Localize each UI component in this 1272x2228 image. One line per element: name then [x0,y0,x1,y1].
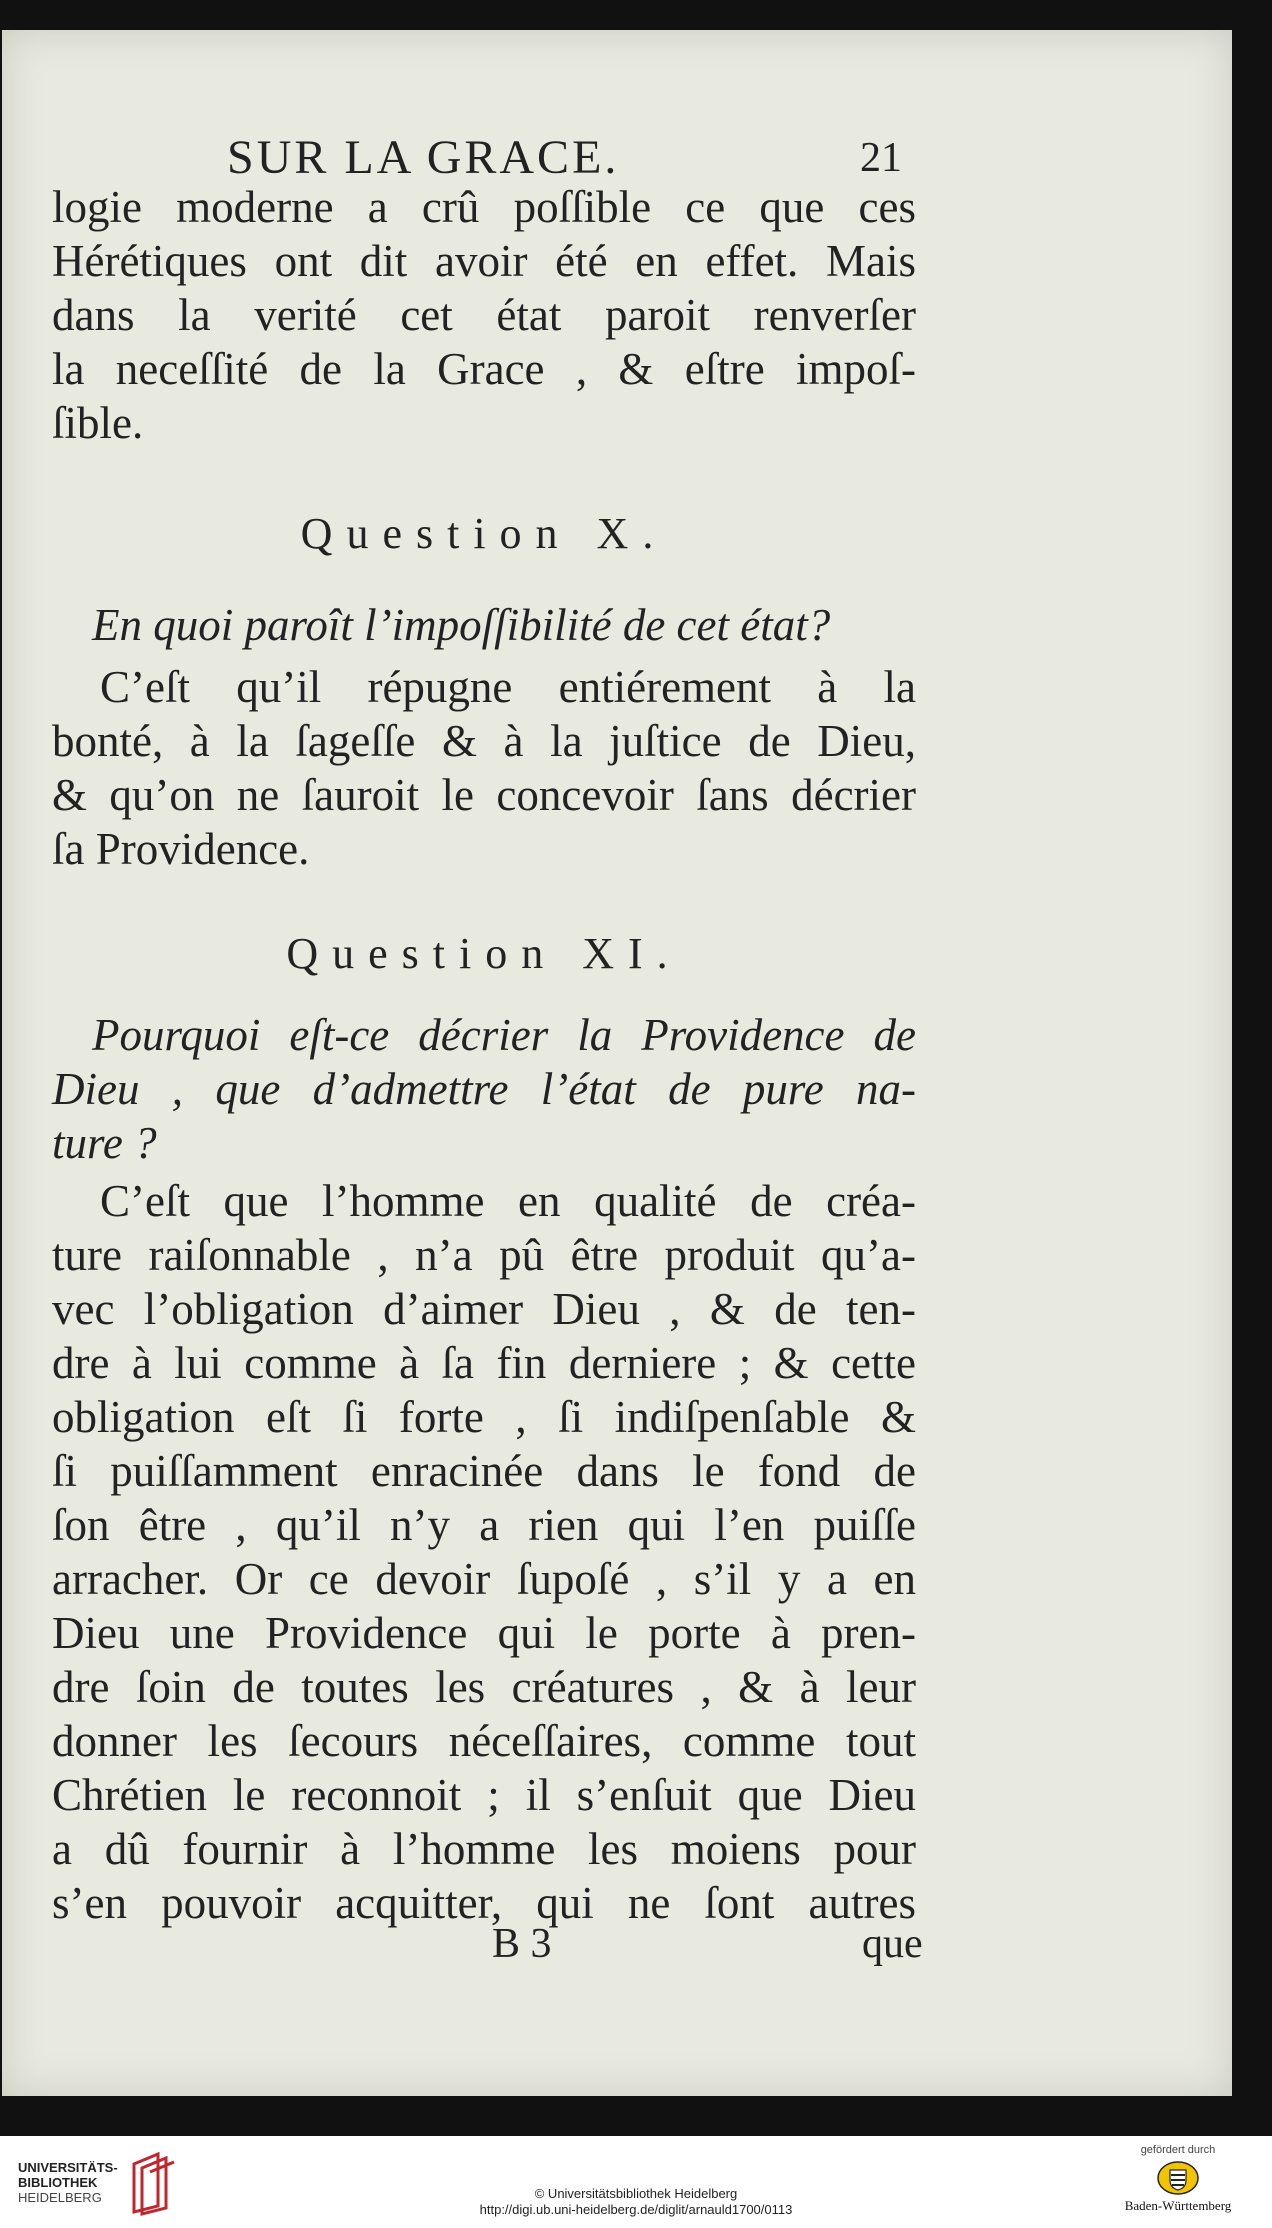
text-line: vec l’obligation d’aimer Dieu , & de ten- [52,1284,916,1334]
signature-mark: B 3 [492,1921,552,1967]
text-line: Dieu une Providence qui le porte à pren- [52,1608,916,1658]
question-10-heading: Question X. [300,509,668,558]
funder-name: Baden-Württemberg [1124,2198,1232,2213]
funding-notice [1108,2144,1248,2214]
text-line: dre à lui comme à ſa fin derniere ; & cette [52,1338,916,1388]
text-line: ſi puiſſamment enracinée dans le fond de [52,1446,916,1496]
text-line: la neceſſité de la Grace , & eſtre impoſ- [52,344,916,394]
text-line: ſible. [52,398,144,448]
book-page [2,30,1232,2096]
text-line: ſa Providence. [52,824,310,874]
permalink-url[interactable]: http://digi.ub.uni-heidelberg.de/diglit/arnauld1700/0113 [479,2202,793,2217]
text-line: a dû fournir à l’homme les moiens pour [52,1824,916,1874]
library-name-line: UNIVERSITÄTS- [18,2160,118,2175]
text-line: dre ſoin de toutes les créatures , & à leur [52,1662,916,1712]
copyright-text: © Universitätsbibliothek Heidelberg [534,2186,738,2201]
text-line: Chrétien le reconnoit ; il s’enſuit que Dieu [52,1770,916,1820]
question-10-prompt: En quoi paroît l’impoſſibilité de cet état? [92,600,831,650]
text-line: ture raiſonnable , n’a pû être produit qu’a- [52,1230,916,1280]
text-line: arracher. Or ce devoir ſupoſé , s’il y a en [52,1554,916,1604]
question-11-prompt-line: Dieu , que d’admettre l’état de pure na- [52,1064,916,1114]
page-text [52,30,916,2090]
coat-of-arms-icon[interactable] [1155,2160,1201,2196]
text-line: ſon être , qu’il n’y a rien qui l’en puiſſe [52,1500,916,1550]
question-11-prompt-line: Pourquoi eſt-ce décrier la Providence de [92,1010,916,1060]
library-name-line: HEIDELBERG [18,2190,102,2205]
text-line: donner les ſecours néceſſaires, comme tout [52,1716,916,1766]
copyright-notice [0,2186,1272,2218]
text-line: bonté, à la ſageſſe & à la juſtice de Dieu, [52,716,916,766]
running-head: SUR LA GRACE. [227,131,620,184]
funded-by-label: gefördert durch [1140,2144,1216,2156]
library-name-line: BIBLIOTHEK [18,2175,98,2190]
text-line: s’en pouvoir acquitter, qui ne ſont autres [52,1878,916,1928]
text-line: logie moderne a crû poſſible ce que ces [52,182,916,232]
question-11-heading: Question XI. [286,929,682,978]
text-line: C’eſt qu’il répugne entiérement à la [100,662,916,712]
text-line: dans la verité cet état paroit renverſer [52,290,916,340]
question-11-prompt-line: ture ? [52,1118,157,1168]
catchword: que [862,1921,923,1967]
text-line: obligation eſt ſi forte , ſi indiſpenſable & [52,1392,916,1442]
footer-bar [0,2136,1272,2228]
page-number: 21 [860,135,902,181]
text-line: & qu’on ne ſauroit le concevoir ſans décrier [52,770,916,820]
text-line: C’eſt que l’homme en qualité de créa- [100,1176,916,1226]
text-line: Hérétiques ont dit avoir été en effet. Mais [52,236,916,286]
